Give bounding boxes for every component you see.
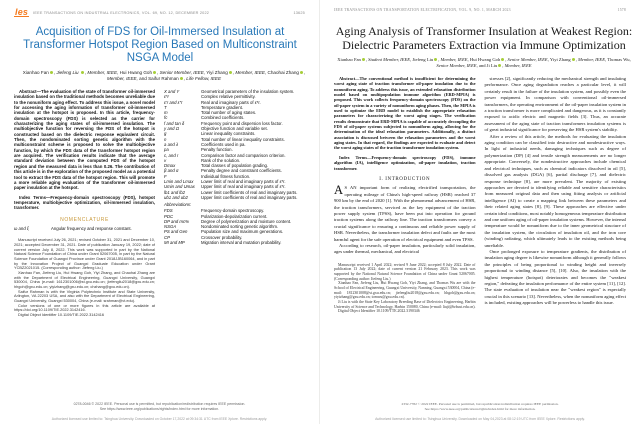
nomenclature-symbol: ε*r bbox=[164, 94, 169, 100]
left-paper-title: Acquisition of FDS for Oil-Immersed Insulation at Transformer Hotspot Region Based on Multiconstraint NSGA Model bbox=[23, 26, 297, 64]
author-role: , Member, IEEE, bbox=[438, 57, 469, 62]
left-license-line: Authorized licensed use limited to: Tsinghua University. Downloaded on October 17,2022 at 09:34:31 UTC from IEEE Xplore. Restrictions apply. bbox=[51, 417, 268, 421]
nomenclature-definition: Real and imaginary parts of ε*r. bbox=[201, 99, 261, 105]
abstract-paragraph: Abstract—The conventional method is insufficient for determining the worst aging state of traction transformer oil-paper insulation due to the nonuniform aging. To address this issue, an extended relaxation distribution model based on multipopulation immune algorithm (ERD-MPIA) is proposed. This work collects frequency-domain spectroscopy (FDS) on the oil-paper system in a variety of nonuniform aging phases. Then, the MPIA is used to optimize the ERD model to establish the appropriate relaxation parameters for characterizing the worst aging stages. The verification results demonstrate that ERD-MPIA is capable of accurately decoupling the FDS of oil-paper systems subjected to nonuniform aging, allowing for the determination of the ideal relaxation parameters. Additionally, a distinct association is discussed between the relaxation parameters and the worst aging states. In that regard, the findings are expected to evaluate and detect the worst aging states of the traction transformer insulation system. bbox=[334, 76, 476, 151]
abbreviation-definition: Migration interval and mutation probability. bbox=[201, 240, 282, 246]
author bbox=[470, 57, 549, 62]
nomenclature-symbol: ε′r and ε″r bbox=[164, 99, 183, 105]
intro-paragraph-2: According to research, oil-paper insulation, particularly solid insulation, ages under thermal, mechanical, and electrical bbox=[334, 243, 476, 255]
right-paper-col2 bbox=[485, 76, 627, 314]
nomenclature-definition: Upper limit coefficients of real and imaginary parts. bbox=[201, 194, 298, 200]
author-name: and Saifur Rahman bbox=[139, 76, 179, 81]
author-role: , Jiefeng Liu bbox=[53, 70, 79, 75]
nomenclature-definition: Combined coefficients. bbox=[201, 115, 245, 121]
orcid-icon bbox=[153, 71, 156, 74]
nomenclature-symbol: lb1 and lb2 bbox=[164, 189, 186, 195]
nomenclature-symbol: f and tan δ bbox=[164, 120, 185, 126]
abbreviations-list bbox=[164, 208, 305, 245]
nomenclature-symbol: F bbox=[164, 173, 167, 179]
right-author-line bbox=[334, 57, 634, 69]
abbreviation-definition: Frequency-domain spectroscopy. bbox=[201, 208, 265, 214]
nomenclature-symbol: g bbox=[164, 131, 167, 137]
footnote: Digital Object Identifier 10.1109/TTE.2022.3190346 bbox=[338, 309, 420, 314]
orcid-icon bbox=[50, 71, 53, 74]
abbreviation-definition: Degree of polymerization and moisture content. bbox=[201, 218, 292, 224]
abbreviation-definition: Crossover probability. bbox=[201, 234, 243, 240]
nomenclature-symbol: a and λ bbox=[164, 141, 179, 147]
author-name: Chaohai Zhang bbox=[267, 70, 299, 75]
left-rights-line: See https://www.ieee.org/publications/rights/index.html for more information. bbox=[99, 406, 220, 411]
nomenclature-symbol: Lmin and Lmax bbox=[164, 179, 194, 185]
nomenclature-definition: Linear inequality constraints. bbox=[201, 131, 256, 137]
author-name: Yiyi Zhang bbox=[549, 57, 571, 62]
left-page-header bbox=[14, 8, 305, 17]
nomenclature-definition: Penalty function. bbox=[201, 147, 233, 153]
body-paragraph: stresses [2], significantly reducing the mechanical strength and insulating performance. Once aging degradation reaches a particular level, it will certainly result in the failure of the insulation system, and possibly even the power equipment. In comparison with conventional oil-immersed transformers, the operating environment of the oil-paper insulation system in a traction transformer is more complicated and dangerous, as it is constantly exposed to acidic electric and magnetic fields [3]. Thus, an accurate assessment of the aging state of traction transformers insulation systems is of great industrial significance for preserving the HSR system's stability. bbox=[484, 76, 626, 133]
nomenclature-symbol: y and Ω bbox=[164, 126, 179, 132]
orcid-icon bbox=[229, 71, 232, 74]
nomenclature-symbol: β and α bbox=[164, 168, 179, 174]
author-role: , Senior Member, IEEE, bbox=[436, 57, 631, 68]
abbreviation-definition: Polarization-depolarization current. bbox=[201, 213, 268, 219]
nomenclature-definition: Frequency point and dispersion loss factor. bbox=[201, 120, 283, 126]
author bbox=[120, 70, 205, 75]
left-copyright-footer bbox=[14, 402, 305, 411]
orcid-icon bbox=[498, 64, 501, 67]
author-name: Xianhao Fan bbox=[337, 57, 361, 62]
author-role: , Member, IEEE, bbox=[575, 57, 607, 62]
nomenclature-definition: Angular frequency and response constant. bbox=[51, 226, 132, 232]
author bbox=[479, 63, 532, 68]
right-copyright-footer bbox=[334, 402, 626, 411]
author-role: , Member, IEEE, bbox=[106, 70, 306, 81]
author-role: , Student Member, IEEE, bbox=[365, 57, 412, 62]
author-name: Hui Hwang Goh bbox=[469, 57, 501, 62]
footnote: Manuscript received July 26, 2021; revised October 31, 2021 and December 10, 2021; accepted December 31, 2021. Date of publication January 19, 2022; date of current version July 8, 2022. This work was supported in part by the National Natural Science Foundation of China under Grant 52067005, in part by the Natural Science Foundation of Guangxi Province under Grant 2018JJB160064, and in part by the Innovation Project of Guangxi Graduate Education under Grant YCBZ2021015. (Corresponding author: Jiefeng Liu.) bbox=[14, 238, 155, 271]
nomenclature-symbol: fc bbox=[164, 115, 168, 121]
ies-logo: Ies bbox=[15, 7, 29, 17]
nomenclature-row bbox=[14, 226, 155, 231]
orcid-icon bbox=[300, 71, 303, 74]
abbreviations-label: Abbreviations: bbox=[164, 202, 192, 208]
author bbox=[23, 70, 79, 75]
body-paragraph: After a review of this article, the methods for evaluating the insulation aging condition can be classified into destructive and nondestructive ways. In light of industrial needs, damaging techniques such as degree of polymerization (DP) [4] and tensile strength measurements are no longer appropriate. Conversely, the nondestructive approaches include chemical and electrical techniques, such as chemical indicators dissolved in oil [5], dissolved gas analysis (DGA) [6], partial discharge [7], and dielectric response technique [8], are more prevalent. The majority of existing approaches are devoted to identifying reliable and sensitive characteristics from measured original data and then using fitting analysis or artificial intelligence (AI) to create a mapping link between these parameters and their related aging states [8], [9]. These approaches are effective under certain ideal conditions, most notably homogeneous temperature distribution and one uniform aging of oil-paper insulation systems. However, the internal temperature would be nonuniform due to the inner geometrical structure of the insulation system, the circulation of insulation oil, and the iron core (winding) radiating, which ultimately leads to the existing methods being unreliable. bbox=[484, 133, 626, 248]
author-role: , Senior Member, IEEE, bbox=[157, 70, 206, 75]
abbreviation-symbol: NSGA bbox=[164, 224, 177, 230]
abbreviation-row bbox=[164, 240, 305, 245]
footnote: Ji Liu is with the State Key Laboratory Breeding Base of Dielectrics Engineering, Harbin University of Science and Technology, Harbin 150080, China (e-mail: liuji@hrbust.edu.cn). bbox=[334, 300, 476, 309]
abbreviation-symbol: DP and mc% bbox=[164, 218, 189, 224]
author bbox=[139, 76, 221, 81]
left-paper-col2 bbox=[164, 89, 305, 318]
author-role: , Life Fellow, IEEE bbox=[183, 76, 222, 81]
intro-paragraph-1-text: S AN important form of realizing electrified transportation, the operating mileage of China's high-speed railway (HSR) reached 37 900 km by the end of 2020 [1]. With the phenomenal advancement of HSR, the traction transformers, serviced as the key equipment of the traction power supply system (TPSS), have been put into operation for ground traction systems along the railway line. The traction transformers convey a crucial significance to ensuring a continuous and reliable power supply of HSR. Nevertheless, the transformer insulation defect and faults are the most harmful agent for the safe operation of electrical equipment and even TPSS. bbox=[334, 185, 476, 242]
right-footnote-block bbox=[334, 263, 476, 314]
right-page-header bbox=[334, 8, 626, 12]
nomenclature-symbol: pa bbox=[164, 147, 169, 153]
abbreviation-symbol: FDS bbox=[164, 208, 173, 214]
right-paper-title: Aging Analysis of Transformer Insulation at Weakest Region: Dielectric Parameters Extraction via Immune Optimization bbox=[335, 24, 633, 52]
nomenclature-definition: Geometrical parameters of the insulation system. bbox=[201, 89, 295, 94]
abbreviation-symbol: CP bbox=[164, 234, 170, 240]
nomenclature-heading: NOMENCLATURE bbox=[60, 216, 109, 223]
body-paragraph: Once prolonged exposure to temperature gradients, the distribution of insulation aging degree is likewise nonuniform although it generally follows the principles of being proportional to winding height and inversely proportional to winding distance [5], [10]. Also, the insulation with the highest temperature (hotspot) deteriorates and becomes the "weakest region," defeating the insulation performance of the entire system [11], [12]. The state evaluation of insulation near the "weakest region" is especially crucial in this scenario [13]. Nevertheless, when the nonuniform aging effect is included, existing approaches will be powerless to handle this issue. bbox=[484, 248, 626, 306]
footnote: Color versions of one or more figures in this article are available at https://doi.org/10.1109/TIE.2022.3142416. bbox=[14, 303, 155, 313]
author-name: Hui Hwang Goh bbox=[119, 70, 153, 75]
nomenclature-symbol: Umin and Umax bbox=[164, 184, 195, 190]
author-name: Jiefeng Liu bbox=[412, 57, 434, 62]
nomenclature-symbol: ω and ξ bbox=[14, 226, 29, 232]
footnote: Manuscript received 1 April 2022; revised 9 June 2022; accepted 8 July 2022. Date of publication 13 July 2022; date of current version 21 February 2023. This work was supported by the National Natural Science Foundation of China under Grant 52067005. (Corresponding author: Jiefeng Liu.) bbox=[334, 262, 476, 281]
abbreviation-symbol: PS and Gen bbox=[164, 229, 188, 235]
author-role: , Member, IEEE, bbox=[84, 70, 119, 75]
orcid-icon bbox=[362, 58, 365, 61]
introduction-heading: I. INTRODUCTION bbox=[379, 176, 431, 182]
right-paper-col1 bbox=[334, 76, 476, 314]
nomenclature-list-left bbox=[14, 226, 155, 231]
author bbox=[550, 57, 606, 62]
right-paper-columns bbox=[334, 76, 626, 314]
orcid-icon bbox=[81, 71, 84, 74]
orcid-icon bbox=[501, 58, 504, 61]
left-journal-line: IEEE TRANSACTIONS ON INDUSTRIAL ELECTRONICS, VOL. 69, NO. 12, DECEMBER 2022 bbox=[33, 10, 210, 15]
nomenclature-row bbox=[164, 195, 305, 200]
index-terms-paragraph: Index Terms—Frequency-domain spectroscopy (FDS), immune algorithm (IA), intelligence optimization, oil-paper insulation, traction transformer. bbox=[334, 154, 476, 171]
nomenclature-definition: Temperature gradient. bbox=[201, 104, 244, 110]
author bbox=[337, 57, 411, 62]
right-journal-line: IEEE TRANSACTIONS ON TRANSPORTATION ELECTRIFICATION, VOL. 9, NO. 1, MARCH 2023 bbox=[334, 8, 511, 12]
abbreviation-definition: Nondominated sorting genetic algorithm. bbox=[201, 224, 279, 230]
left-author-line bbox=[14, 70, 314, 82]
nomenclature-symbol: c, and r bbox=[164, 152, 179, 158]
nomenclature-definition: Rank of the solution. bbox=[201, 157, 241, 163]
intro-paragraph-1 bbox=[334, 185, 476, 243]
nomenclature-definition: Complex relative permittivity. bbox=[201, 94, 256, 100]
nomenclature-definition: Total number of linear inequality constraints. bbox=[201, 136, 285, 142]
author-role: , Member, IEEE, bbox=[232, 70, 267, 75]
abstract-paragraph: Abstract—The evaluation of the state of transformer oil-immersed insulation based on the traditional methods becomes unreliable due to the nonuniform aging effect. To address this issue, a novel model for accessing the aging information of transformer oil-immersed insulation at the hotspot is proposed. In this article, frequency-domain spectroscopy (FDS) is selected as the carrier for characterizing the aging states of oil-immersed insulation. The multiobjective function for reversing the FDS of the hotspot is constructed based on the dielectric response equivalent circuit. Then, the nondominated sorting genetic algorithm with the multiconstraint scheme is proposed to solve the multiobjective function, by which the FDS data of the transformer hotspot region are acquired. The verification results indicate that the average standard deviation between the computed FDS of the hotspot region and the measured data is less than 0.26. The contribution of this article is in the exploration of the proposed model as a potential tool to extract the FDS data of the hotspot region. This will promote a more reliable aging evaluation of the transformer oil-immersed paper insulation at the hotspot. bbox=[14, 89, 155, 191]
author-name: and Ji Liu bbox=[478, 63, 498, 68]
footnote: Xianhao Fan, Jiefeng Liu, Hui Hwang Goh, Yiyi Zhang, and Thomas Wu are with the School of Electrical Engineering, Guangxi University, Nanning, Guangxi 530004, China (e-mail: 1812301008@st.gxu.edu.cn; jiefengliu2018@gxu.edu.cn; hhgoh@gxu.edu.cn; yiyizhang@gxu.edu.cn; tomwu@gxu.edu.cn). bbox=[334, 281, 476, 300]
nomenclature-definition: Comparison factor and comparison criterion. bbox=[201, 152, 286, 158]
nomenclature-list-right bbox=[164, 89, 305, 200]
nomenclature-definition: Total classes of population grading. bbox=[201, 163, 269, 169]
author-role: , Member, IEEE bbox=[502, 63, 532, 68]
author bbox=[80, 70, 118, 75]
nomenclature-symbol: ub1 and ub2 bbox=[164, 194, 188, 200]
nomenclature-definition: Objective function and variable set. bbox=[201, 126, 268, 132]
drop-cap: A bbox=[334, 183, 344, 198]
abbreviation-definition: Population size and maximum generations. bbox=[201, 229, 284, 235]
nomenclature-symbol: v bbox=[164, 157, 167, 163]
orcid-icon bbox=[180, 77, 183, 80]
author bbox=[412, 57, 468, 62]
abbreviation-symbol: MI and MP bbox=[164, 240, 185, 246]
nomenclature-symbol: T bbox=[164, 104, 167, 110]
nomenclature-definition: Upper limit of real and imaginary parts of ε*r. bbox=[201, 184, 286, 190]
right-rights-line: See https://www.ieee.org/publications/rights/index.html for more information. bbox=[424, 406, 536, 411]
index-terms-paragraph: Index Terms—Frequency-domain spectroscopy (FDS), hotspot temperature, multiobjective optimization, oil-immersed insulation, transformer. bbox=[14, 194, 155, 211]
author-role: , Senior Member, IEEE, bbox=[505, 57, 549, 62]
nomenclature-symbol: n bbox=[164, 136, 167, 142]
nomenclature-definition: Lower limit coefficients of real and imaginary parts. bbox=[201, 189, 298, 195]
left-paper-col1 bbox=[14, 89, 155, 318]
right-issn-line: 2332-7782 © 2022 IEEE. Personal use is permitted, but republication/redistribution requires IEEE permission. bbox=[401, 402, 559, 407]
nomenclature-symbol: m bbox=[164, 110, 168, 116]
abbreviation-symbol: PDC bbox=[164, 213, 174, 219]
footnote: Saifur Rahman is with the Virginia Polytechnic Institute and State University, Arlington, VA 22203 USA, and also with the Department of Electrical Engineering, Guangxi University, Guangxi 530004, China (e-mail: srahman@vt.edu). bbox=[14, 289, 155, 303]
nomenclature-definition: Total number of aging states. bbox=[201, 110, 257, 116]
author bbox=[206, 70, 266, 75]
nomenclature-definition: Coefficients used in pa. bbox=[201, 141, 246, 147]
nomenclature-symbol: X and Y bbox=[164, 89, 180, 94]
author-name: Yiyi Zhang bbox=[206, 70, 228, 75]
right-license-line: Authorized licensed use limited to: Tsinghua University. Downloaded on May 04,2023 at 08:12:19 UTC from IEEE Xplore. Restrictions apply. bbox=[375, 417, 585, 421]
author-name: Thomas Wu bbox=[607, 57, 630, 62]
nomenclature-definition: Penalty degree and constraint coefficients. bbox=[201, 168, 282, 174]
nomenclature-symbol: Dmax bbox=[164, 163, 176, 169]
left-page-number: 13625 bbox=[293, 10, 305, 15]
orcid-icon bbox=[434, 58, 437, 61]
nomenclature-definition: Lower limit of real and imaginary parts of ε*r. bbox=[201, 179, 286, 185]
footnote: Xianhao Fan, Jiefeng Liu, Hui Hwang Goh, Yiyi Zhang, and Chaohai Zhang are with the Department of Electrical Engineering, Guangxi University, Guangxi 530004, China (e-mail: 1612301006@st.gxu.edu.cn; jiefengliu2018@gxu.edu.cn; hhgoh@gxu.edu.cn; yiyizhang@gxu.edu.cn; chzhang@gxu.edu.cn). bbox=[14, 270, 155, 289]
left-issn-line: 0278-0046 © 2022 IEEE. Personal use is permitted, but republication/redistribution requires IEEE permission. bbox=[73, 402, 246, 407]
paper-page-right bbox=[320, 0, 640, 424]
author-name: Xianhao Fan bbox=[22, 70, 49, 75]
right-page-number: 1578 bbox=[617, 8, 626, 12]
footnote: Digital Object Identifier 10.1109/TIE.2022.3142416 bbox=[18, 312, 105, 317]
nomenclature-definition: Individual fitness function. bbox=[201, 173, 251, 179]
left-paper-columns bbox=[14, 89, 305, 318]
left-footnote-block bbox=[14, 238, 155, 317]
orcid-icon bbox=[572, 58, 575, 61]
